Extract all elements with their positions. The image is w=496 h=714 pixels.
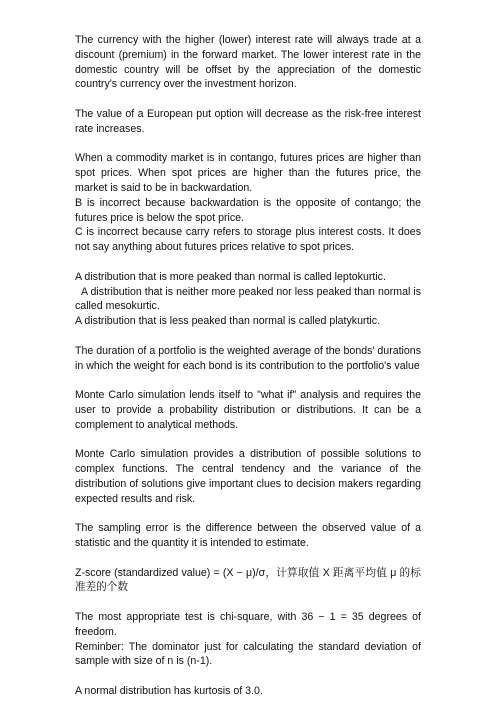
note-line: When a commodity market is in contango, futures prices are higher than spot prices. When spot prices are higher than the futures price, the market is said to be in backwardation. [75,152,421,194]
note-chi-square [75,610,421,669]
note-line: The sampling error is the difference between the observed value of a statistic and the quantity it is intended to estimate. [75,522,421,550]
note-monte-carlo-what-if [75,388,421,432]
note-line: Z-score (standardized value) = (X − μ)/σ，计算取值 X 距离平均值 μ 的标准差的个数 [75,566,421,594]
notes-body [75,33,424,714]
note-line: Reminber: The dominator just for calculating the standard deviation of sample with size of n is (n-1). [75,640,421,668]
note-kurtosis-types [75,270,424,329]
note-line: The most appropriate test is chi-square, with 36 − 1 = 35 degrees of freedom. [75,611,421,638]
note-line: C is incorrect because carry refers to storage plus interest costs. It does not say anything about futures prices relative to spot prices. [75,226,421,254]
note-line: Monte Carlo simulation lends itself to "what if" analysis and requires the user to provide a probability distribution or distributions. It can be a complement to analytical methods. [75,389,421,431]
note-line: A normal distribution has kurtosis of 3.0. [75,685,263,698]
note-line: The value of a European put option will decrease as the risk-free interest rate increases. [75,107,421,135]
note-z-score [75,566,421,596]
note-line: A distribution that is more peaked than normal is called leptokurtic. [75,270,386,283]
note-contango [75,151,421,255]
note-portfolio-duration [75,344,421,374]
note-sampling-error [75,521,421,551]
note-line: A distribution that is neither more peaked nor less peaked than normal is called mesokurtic. [75,285,424,313]
note-line: B is incorrect because backwardation is the opposite of contango; the futures price is below the spot price. [75,196,421,224]
note-forward-premium [75,33,421,92]
note-line: Monte Carlo simulation provides a distribution of possible solutions to complex functions. The central tendency and the variance of the distribution of solutions give important clues to decision makers regarding expected results and risk. [75,448,421,505]
note-line: The duration of a portfolio is the weighted average of the bonds' durations in which the weight for each bond is its contribution to the portfolio's value [75,344,421,372]
note-monte-carlo-distribution [75,447,421,506]
note-normal-kurtosis [75,684,421,699]
note-line: The currency with the higher (lower) interest rate will always trade at a discount (premium) in the forward market. The lower interest rate in the domestic country will be offset by the appreciation of the domestic country's currency over the investment horizon. [75,34,421,91]
note-line: A distribution that is less peaked than normal is called platykurtic. [75,315,381,328]
note-put-option [75,107,421,137]
